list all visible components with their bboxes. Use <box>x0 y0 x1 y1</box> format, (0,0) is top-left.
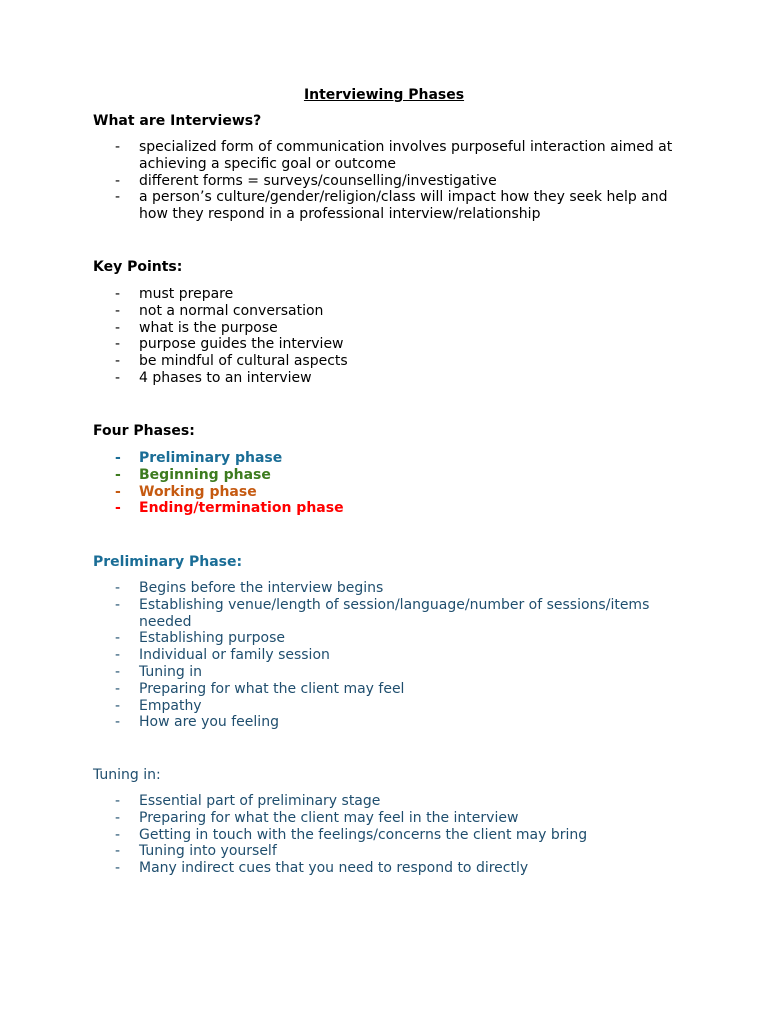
list-item <box>93 597 683 631</box>
heading-key-points: Key Points: <box>93 259 183 275</box>
list-item-text: Working phase <box>139 483 257 500</box>
dash-bullet: - <box>115 353 121 370</box>
list-item <box>93 353 683 370</box>
dash-bullet: - <box>115 714 121 731</box>
list-item-text: be mindful of cultural aspects <box>139 353 348 370</box>
dash-bullet: - <box>115 172 121 189</box>
dash-bullet: - <box>115 580 121 596</box>
list-item <box>93 189 683 223</box>
dash-bullet: - <box>115 843 121 860</box>
dash-bullet: - <box>115 630 121 647</box>
list-what-are-interviews <box>93 139 683 223</box>
list-item <box>93 810 683 827</box>
list-item-working-phase <box>93 484 683 501</box>
list-key-points <box>93 286 683 387</box>
dash-bullet: - <box>115 139 121 155</box>
list-item <box>93 303 683 320</box>
list-item <box>93 860 683 877</box>
heading-preliminary-phase: Preliminary Phase: <box>93 554 243 570</box>
dash-bullet: - <box>115 189 121 206</box>
list-item <box>93 827 683 844</box>
list-item-text: different forms = surveys/counselling/investigative <box>139 172 497 189</box>
dash-bullet: - <box>115 369 121 386</box>
list-item-text: Essential part of preliminary stage <box>139 793 381 809</box>
list-item-text: must prepare <box>139 286 234 302</box>
list-item <box>93 286 683 303</box>
list-item <box>93 370 683 387</box>
dash-bullet: - <box>115 500 121 517</box>
list-item <box>93 173 683 190</box>
dash-bullet: - <box>115 793 121 809</box>
list-item <box>93 681 683 698</box>
list-item-text: not a normal conversation <box>139 302 324 319</box>
list-item <box>93 630 683 647</box>
dash-bullet: - <box>115 647 121 664</box>
list-item-text: Establishing venue/length of session/language/number of sessions/items needed <box>139 596 650 630</box>
dash-bullet: - <box>115 483 121 500</box>
heading-four-phases: Four Phases: <box>93 423 195 439</box>
list-item-preliminary-phase <box>93 450 683 467</box>
list-item-text: How are you feeling <box>139 714 279 731</box>
list-preliminary-phase <box>93 580 683 731</box>
list-item-text: what is the purpose <box>139 319 278 336</box>
list-item-text: 4 phases to an interview <box>139 369 312 386</box>
list-item-text: a person’s culture/gender/religion/class will impact how they seek help and how they respond in a professional interview/relationship <box>139 189 668 223</box>
list-item <box>93 336 683 353</box>
dash-bullet: - <box>115 663 121 680</box>
dash-bullet: - <box>115 680 121 697</box>
heading-tuning-in: Tuning in: <box>93 767 161 783</box>
list-four-phases <box>93 450 683 517</box>
list-item-text: Many indirect cues that you need to respond to directly <box>139 860 529 877</box>
list-item-text: Begins before the interview begins <box>139 580 384 596</box>
list-item <box>93 793 683 810</box>
list-item <box>93 320 683 337</box>
heading-what-are-interviews: What are Interviews? <box>93 113 262 129</box>
dash-bullet: - <box>115 697 121 714</box>
list-item-beginning-phase <box>93 467 683 484</box>
list-item-text: Establishing purpose <box>139 630 286 647</box>
list-item-ending-phase <box>93 500 683 517</box>
dash-bullet: - <box>115 860 121 877</box>
list-item-text: Preparing for what the client may feel in the interview <box>139 809 519 826</box>
list-item <box>93 139 683 173</box>
list-item <box>93 698 683 715</box>
list-item-text: purpose guides the interview <box>139 336 344 353</box>
dash-bullet: - <box>115 319 121 336</box>
list-item <box>93 664 683 681</box>
list-item-text: Getting in touch with the feelings/concerns the client may bring <box>139 826 588 843</box>
list-item <box>93 647 683 664</box>
dash-bullet: - <box>115 450 121 466</box>
dash-bullet: - <box>115 336 121 353</box>
list-item-text: Beginning phase <box>139 466 271 483</box>
list-item <box>93 580 683 597</box>
list-item-text: Tuning into yourself <box>139 843 277 860</box>
dash-bullet: - <box>115 826 121 843</box>
document-title: Interviewing Phases <box>303 87 465 103</box>
list-item-text: Individual or family session <box>139 647 330 664</box>
dash-bullet: - <box>115 302 121 319</box>
list-item-text: Tuning in <box>139 663 203 680</box>
list-item-text: Preliminary phase <box>139 450 283 466</box>
dash-bullet: - <box>115 809 121 826</box>
list-item-text: Ending/termination phase <box>139 500 344 517</box>
list-item-text: specialized form of communication involves purposeful interaction aimed at achieving a specific goal or outcome <box>139 139 673 172</box>
dash-bullet: - <box>115 466 121 483</box>
list-item-text: Preparing for what the client may feel <box>139 680 405 697</box>
list-tuning-in <box>93 793 683 877</box>
list-item <box>93 843 683 860</box>
list-item-text: Empathy <box>139 697 202 714</box>
dash-bullet: - <box>115 596 121 613</box>
dash-bullet: - <box>115 286 121 302</box>
list-item <box>93 714 683 731</box>
